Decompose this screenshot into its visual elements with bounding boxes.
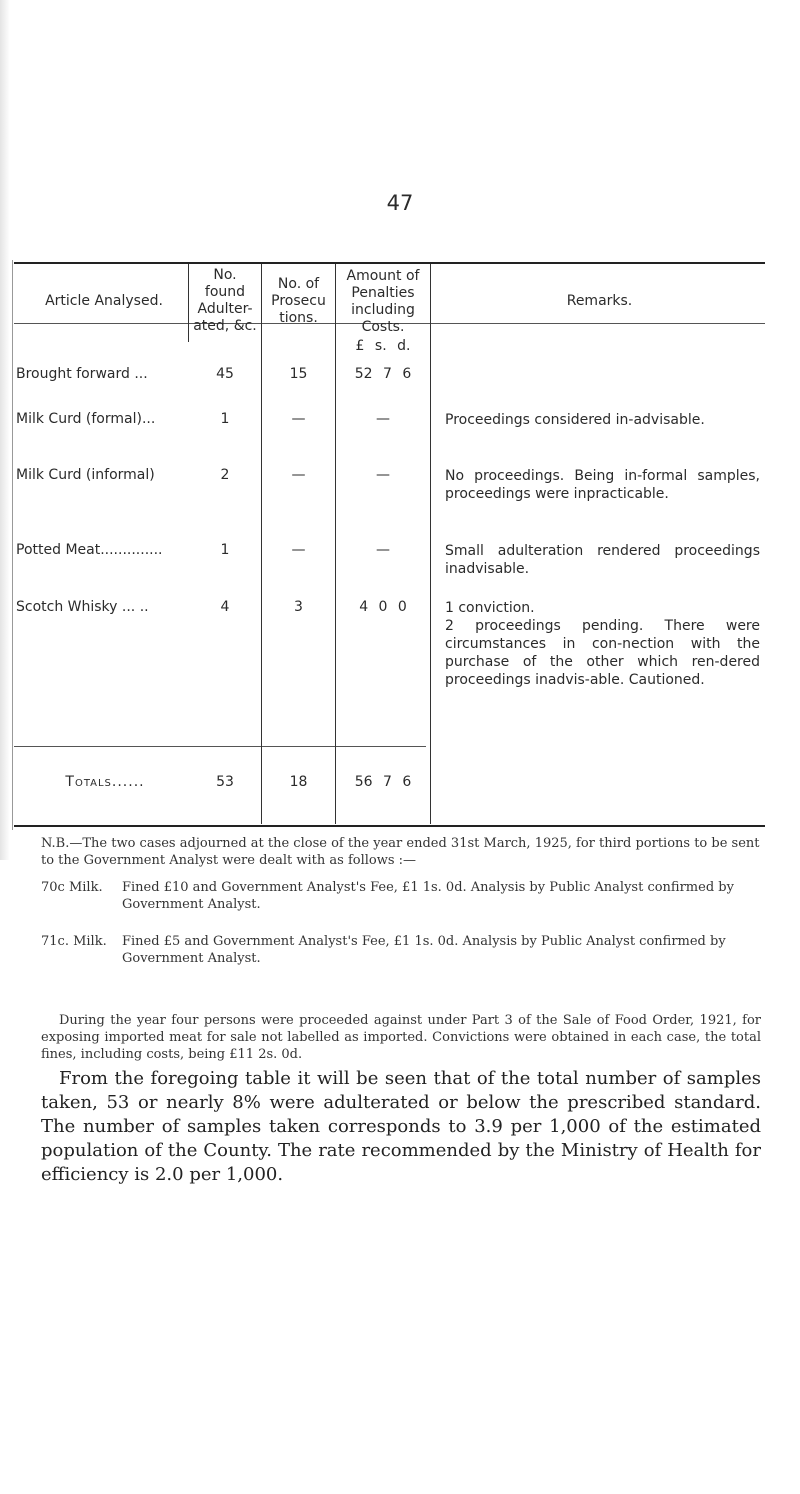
page-number: 47: [386, 191, 414, 215]
row-scotch-whisky-article: Scotch Whisky ... ..: [16, 599, 149, 615]
note-70c-lead: 70c Milk.: [41, 880, 103, 895]
col-divider-2: [261, 264, 262, 824]
row-milk-curd-formal-prosecutions: —: [291, 411, 306, 427]
row-milk-curd-informal-prosecutions: —: [291, 467, 306, 483]
row-milk-curd-formal-adulterated: 1: [220, 411, 230, 427]
summary-text: From the foregoing table it will be seen that of the total number of samples taken, 53 or nearly 8% were adulterated or below the prescribed standard. The number of samples taken corresponds to 3.9 per 1,000 of the estimated population of the County. The rate recommended by the Ministry of Health for efficiency is 2.0 per 1,000.: [41, 1068, 761, 1185]
row-milk-curd-formal-remarks: Proceedings considered in-advisable.: [445, 412, 705, 428]
summary-during: During the year four persons were proceeded against under Part 3 of the Sale of Food Order, 1921, for exposing imported meat for sale not labelled as imported. Convictions were obtained in each case, the total fines, including costs, being £11 2s. 0d.: [41, 1013, 761, 1062]
scan-shadow: [0, 0, 10, 860]
col-divider-1: [188, 264, 189, 342]
row-milk-curd-formal-article: Milk Curd (formal)...: [16, 411, 156, 427]
totals-top-rule: [14, 746, 426, 747]
row-potted-meat-article: Potted Meat..............: [16, 542, 163, 558]
row-brought-forward-penalties: 52 7 6: [354, 366, 412, 382]
row-brought-forward-adulterated: 45: [216, 366, 234, 382]
row-scotch-whisky-prosecutions: 3: [294, 599, 303, 615]
page-edge-line: [12, 260, 13, 830]
table-bottom-rule: [14, 825, 765, 827]
row-milk-curd-informal-article: Milk Curd (informal): [16, 467, 155, 483]
summary-paragraph: [41, 1012, 761, 1187]
row-brought-forward-prosecutions: 15: [289, 366, 308, 382]
row-potted-meat-prosecutions: —: [291, 542, 306, 558]
header-penalties: Amount of Penalties including Costs.: [346, 268, 420, 335]
row-scotch-whisky-penalties: 4 0 0: [359, 599, 407, 615]
totals-adulterated: 53: [216, 774, 234, 790]
row-milk-curd-formal-penalties: —: [376, 411, 390, 427]
row-scotch-whisky-remarks: 1 conviction. 2 proceedings pending. There were circumstances in con-nection with the purchase of the other which ren-dered proceedings inadvis-able. Cautioned.: [445, 600, 760, 688]
row-scotch-whisky-adulterated: 4: [220, 599, 230, 615]
note-71c-text: Fined £5 and Government Analyst's Fee, £1 1s. 0d. Analysis by Public Analyst confirmed by Government Analyst.: [122, 934, 726, 966]
header-article: Article Analysed.: [45, 293, 163, 309]
note-70c-text: Fined £10 and Government Analyst's Fee, £1 1s. 0d. Analysis by Public Analyst confirmed by Government Analyst.: [122, 880, 734, 912]
header-remarks: Remarks.: [566, 293, 633, 309]
note-71c-lead: 71c. Milk.: [41, 934, 107, 949]
row-potted-meat-adulterated: 1: [220, 542, 230, 558]
row-milk-curd-informal-adulterated: 2: [220, 467, 230, 483]
col-divider-3: [335, 264, 336, 824]
note-nb: N.B.—The two cases adjourned at the close of the year ended 31st March, 1925, for third portions to be sent to the Government Analyst were dealt with as follows :—: [41, 836, 760, 868]
row-brought-forward-article: Brought forward ...: [16, 366, 148, 382]
totals-prosecutions: 18: [289, 774, 308, 790]
header-prosecutions: No. of Prosecu tions.: [271, 276, 326, 326]
row-potted-meat-remarks: Small adulteration rendered proceedings inadvisable.: [445, 543, 760, 577]
col-divider-4: [430, 264, 431, 824]
row-potted-meat-penalties: —: [376, 542, 390, 558]
table-top-rule: [14, 262, 765, 264]
totals-label: Totals......: [65, 774, 145, 790]
header-adulterated: No. found Adulter- ated, &c.: [193, 267, 257, 334]
row-milk-curd-informal-penalties: —: [376, 467, 390, 483]
row-milk-curd-informal-remarks: No proceedings. Being in-formal samples, proceedings were inpracticable.: [445, 468, 760, 502]
totals-penalties: 56 7 6: [354, 774, 412, 790]
currency-units: £ s. d.: [355, 338, 411, 354]
